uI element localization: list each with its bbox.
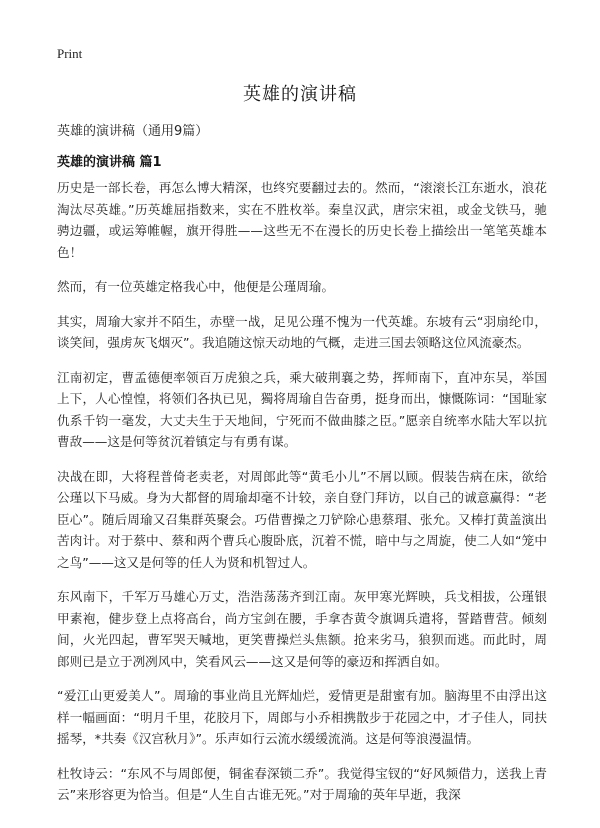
document-body (57, 177, 547, 819)
paragraph: 决战在即，大将程普倚老卖老，对周郎此等“黄毛小儿”不屑以顾。假装告病在床，欲给公瑾以下马威。身为大都督的周瑜却毫不计较，亲自登门拜访，以自己的诚意赢得：“老臣心”。随后周瑜又召集群英聚会。巧借曹操之刀铲除心患蔡瑁、张允。又棒打黄盖演出苦肉计。对于蔡中、蔡和两个曹兵心腹卧底，沉着不慌，暗中与之周旋，使二人如“笼中之鸟”——这又是何等的任人为贤和机智过人。 (57, 468, 547, 570)
paragraph: 历史是一部长卷，再怎么博大精深，也终究要翻过去的。然而，“滚滚长江东逝水，浪花淘汰尽英雄。”历英雄屈指数来，实在不胜枚举。秦皇汉武，唐宗宋祖，或金戈铁马，驰骋边疆，或运筹帷幄，旗开得胜——这些无不在漫长的历史长卷上描绘出一笔笔英雄本色！ (57, 180, 547, 260)
print-label: Print (57, 46, 83, 61)
document-subtitle: 英雄的演讲稿（通用9篇） (57, 124, 209, 139)
section-heading: 英雄的演讲稿 篇1 (57, 155, 162, 170)
paragraph: 江南初定，曹孟德便率领百万虎狼之兵，乘大破荆襄之势，挥师南下，直冲东吴，举国上下，人心惶惶，将领们各执已见，獨将周瑜自告奋勇，挺身而出，慷慨陈词：“国耻家仇系千钧一毫发，大丈夫生于天地间，宁死而不做曲膝之臣。”愿亲自统率水陆大军以抗曹敌——这是何等贫沉着镇定与有勇有谋。 (57, 369, 547, 449)
paragraph: “爱江山更爱美人”。周瑜的事业尚且光辉灿烂，爱情更是甜蜜有加。脑海里不由浮出这样一幅画面：“明月千里，花胶月下，周郎与小乔相携散步于花园之中，才子佳人，同扶摇琴，*共奏《汉宫秋月》”。乐声如行云流水缓缓流淌。这是何等浪漫温情。 (57, 688, 547, 746)
paragraph: 东风南下，千军万马雄心万丈，浩浩荡荡齐到江南。灰甲寒光辉映，兵戈相拔，公瑾银甲素袍，健步登上点将高台，尚方宝剑在腰，手拿杏黄令旗调兵遣将，誓踏曹营。倾刻间，火光四起，曹军哭天喊地，更笑曹操烂头焦额。抢来劣马，狼狈而逃。而此时，周郎则已是立于冽冽风中，笑看风云——这又是何等的豪迈和挥洒自如。 (57, 589, 547, 669)
paragraph: 杜牧诗云：“东风不与周郎便，铜雀春深锁二乔”。我觉得宝钗的“好风频借力，送我上青云”来形容更为恰当。但是“人生自古谁无死。”对于周瑜的英年早逝，我深 (57, 765, 547, 802)
paragraph: 其实，周瑜大家并不陌生，赤壁一战，足见公瑾不愧为一代英雄。东坡有云“羽扇纶巾，谈笑间，强虏灰飞烟灭”。我追随这惊天动地的气概，走进三国去领略这位风流豪杰。 (57, 313, 547, 350)
paragraph: 然而，有一位英雄定格我心中，他便是公瑾周瑜。 (57, 279, 335, 294)
page-title: 英雄的演讲稿 (243, 84, 357, 105)
